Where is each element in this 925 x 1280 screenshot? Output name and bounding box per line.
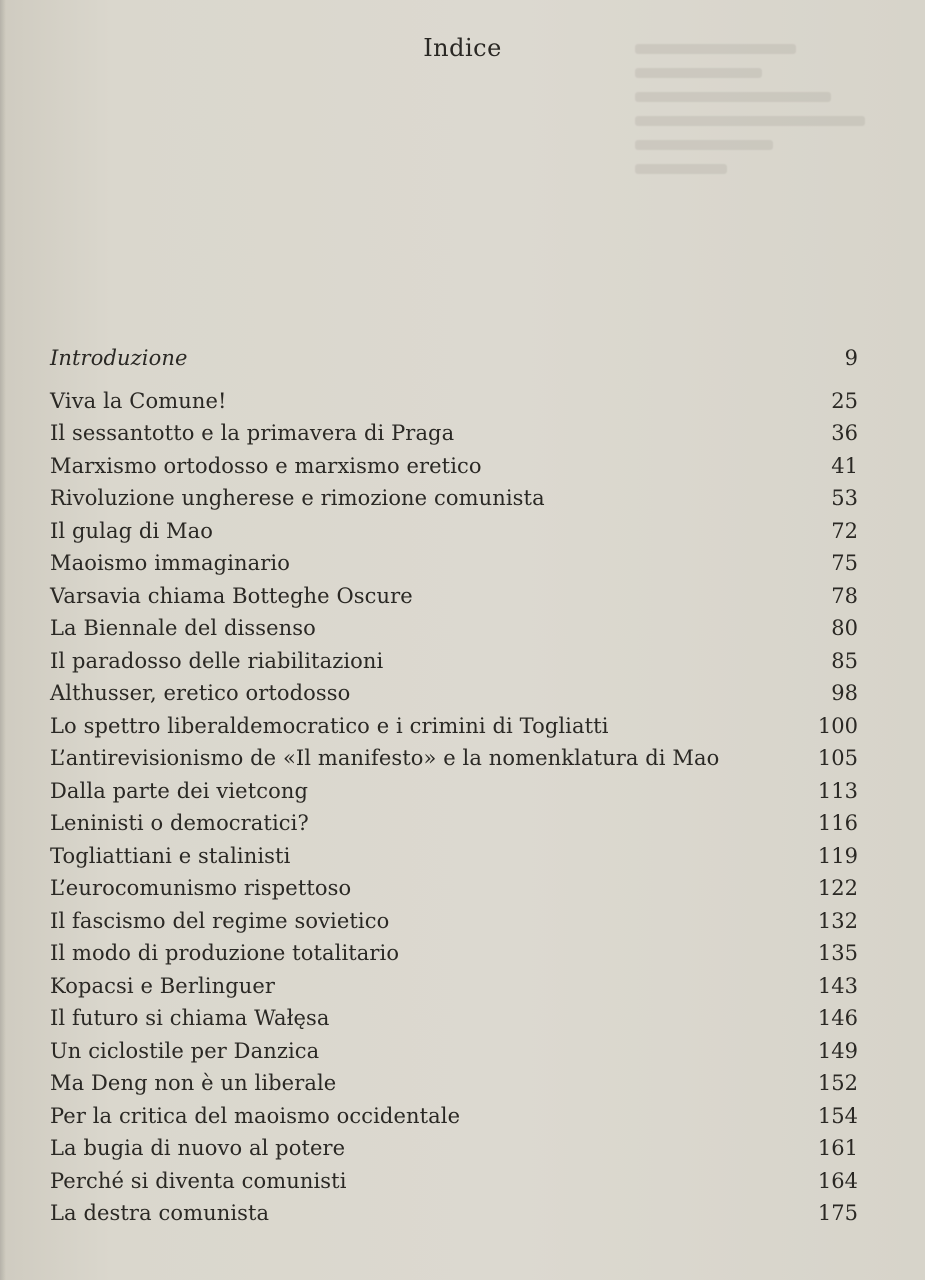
toc-entry-page: 152 — [817, 1071, 858, 1095]
toc-entry — [50, 389, 858, 422]
toc-entry-page: 146 — [817, 1006, 858, 1030]
toc-entry-page: 105 — [817, 746, 858, 770]
toc-entry — [50, 346, 858, 379]
toc-entry-page: 119 — [817, 843, 858, 868]
toc-entry-page: 9 — [844, 346, 858, 370]
toc-entry — [50, 974, 858, 1007]
toc-entry-page: 98 — [831, 681, 858, 705]
toc-entry — [50, 649, 858, 682]
toc-entry — [50, 1071, 858, 1104]
toc-entry-title: Un ciclostile per Danzica — [50, 1038, 320, 1063]
page-title: Indice — [423, 34, 502, 62]
toc-entry — [50, 454, 858, 487]
toc-entry-title: Marxismo ortodosso e marxismo eretico — [50, 453, 482, 478]
toc-entry — [50, 746, 858, 779]
toc-entry-title: Per la critica del maoismo occidentale — [50, 1103, 461, 1128]
toc-entry-title: Introduzione — [50, 346, 188, 370]
toc-entry — [50, 1136, 858, 1169]
page-gutter-shadow — [0, 0, 6, 1280]
toc-entry-title: Maoismo immaginario — [50, 551, 290, 575]
toc-entry — [50, 584, 858, 617]
toc-entry — [50, 1169, 858, 1202]
toc-entry-title: Rivoluzione ungherese e rimozione comunista — [50, 486, 545, 510]
toc-entry-page: 75 — [831, 551, 858, 575]
toc-entry-title: Il gulag di Mao — [50, 518, 214, 543]
toc-entry-page: 85 — [831, 648, 858, 673]
toc-entry — [50, 844, 858, 877]
toc-entry-page: 100 — [817, 713, 858, 738]
toc-entry — [50, 616, 858, 649]
toc-entry-title: Viva la Comune! — [50, 388, 227, 413]
toc-entry-title: Il fascismo del regime sovietico — [50, 908, 390, 933]
toc-entry-page: 149 — [817, 1038, 858, 1063]
toc-entry-title: La destra comunista — [50, 1201, 270, 1225]
toc-entry-title: Althusser, eretico ortodosso — [50, 681, 351, 705]
toc-entry-title: L’eurocomunismo rispettoso — [50, 876, 352, 900]
toc-entry-page: 154 — [817, 1103, 858, 1128]
toc-entry-page: 164 — [817, 1168, 858, 1193]
toc-entry-title: L’antirevisionismo de «Il manifesto» e la nomenklatura di Mao — [50, 746, 720, 770]
toc-entry-title: Il paradosso delle riabilitazioni — [50, 648, 384, 673]
toc-entry — [50, 1006, 858, 1039]
toc-entry — [50, 421, 858, 454]
toc-entry — [50, 909, 858, 942]
toc-entry-title: La Biennale del dissenso — [50, 616, 316, 640]
toc-entry — [50, 811, 858, 844]
toc-entry-title: Leninisti o democratici? — [50, 811, 309, 835]
toc-entry-page: 72 — [831, 518, 858, 543]
toc-entry — [50, 714, 858, 747]
toc-entry — [50, 519, 858, 552]
toc-entry-page: 80 — [831, 616, 858, 640]
toc-entry-page: 122 — [817, 876, 858, 900]
table-of-contents — [50, 346, 858, 1234]
toc-entry-title: Ma Deng non è un liberale — [50, 1071, 337, 1095]
toc-entry — [50, 486, 858, 519]
toc-entry-page: 53 — [831, 486, 858, 510]
toc-entry — [50, 551, 858, 584]
toc-entry-page: 78 — [831, 583, 858, 608]
toc-entry — [50, 941, 858, 974]
toc-entry-title: Il futuro si chiama Wałęsa — [50, 1006, 330, 1030]
toc-entry-page: 41 — [831, 453, 858, 478]
toc-entry-page: 161 — [817, 1136, 858, 1160]
toc-entry-page: 175 — [817, 1201, 858, 1225]
toc-entry-title: Kopacsi e Berlinguer — [50, 973, 276, 998]
toc-entry-title: Varsavia chiama Botteghe Oscure — [50, 583, 413, 608]
toc-entry-page: 135 — [817, 941, 858, 965]
toc-entry-title: Perché si diventa comunisti — [50, 1168, 347, 1193]
toc-entry — [50, 681, 858, 714]
toc-entry — [50, 779, 858, 812]
toc-entry-title: Lo spettro liberaldemocratico e i crimini di Togliatti — [50, 713, 609, 738]
toc-entry — [50, 1201, 858, 1234]
toc-entry-page: 36 — [831, 421, 858, 445]
toc-entry-title: La bugia di nuovo al potere — [50, 1136, 346, 1160]
toc-entry — [50, 1039, 858, 1072]
toc-entry-page: 113 — [817, 778, 858, 803]
toc-entry — [50, 876, 858, 909]
toc-entry — [50, 1104, 858, 1137]
toc-entry-title: Togliattiani e stalinisti — [50, 843, 291, 868]
toc-entry-page: 25 — [831, 388, 858, 413]
toc-entry-page: 143 — [817, 973, 858, 998]
toc-entry-page: 116 — [817, 811, 858, 835]
toc-entry-title: Il sessantotto e la primavera di Praga — [50, 421, 455, 445]
toc-entry-page: 132 — [817, 908, 858, 933]
toc-entry-title: Il modo di produzione totalitario — [50, 941, 400, 965]
toc-entry-title: Dalla parte dei vietcong — [50, 778, 309, 803]
